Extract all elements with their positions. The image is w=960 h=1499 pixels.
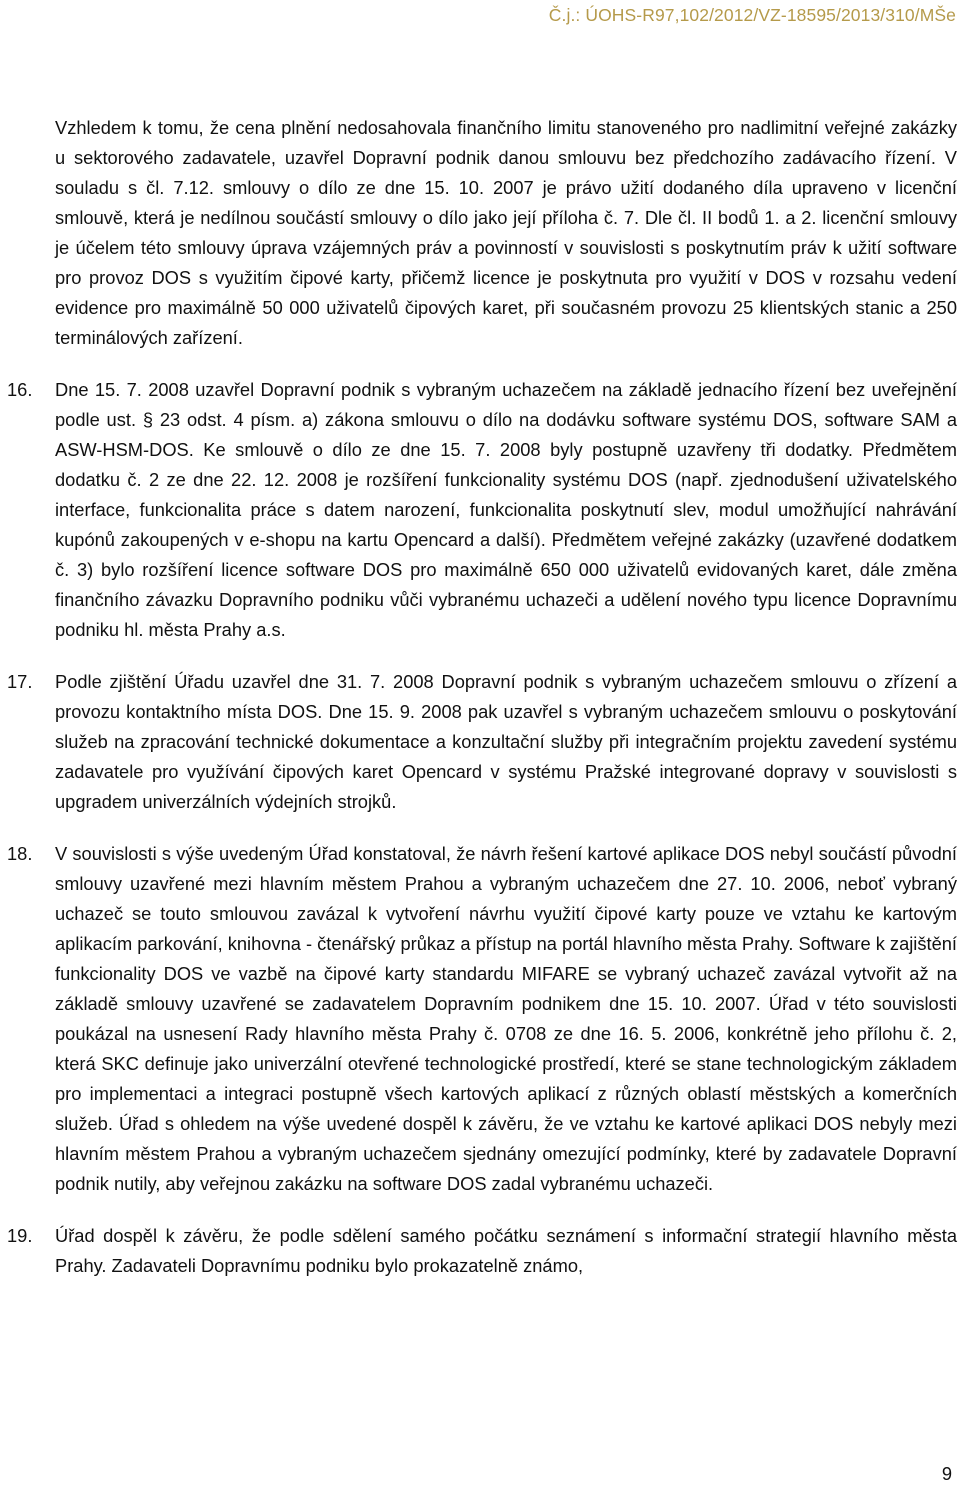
intro-paragraph: Vzhledem k tomu, že cena plnění nedosahovala finančního limitu stanoveného pro nadlimitní veřejné zakázky u sektorového zadavatele, uzavřel Dopravní podnik danou smlouvu bez předchozího zadávacího řízení. V souladu s čl. 7.12. smlouvy o dílo ze dne 15. 10. 2007 je právo užití dodaného díla upraveno v licenční smlouvě, která je nedílnou součástí smlouvy o dílo jako její příloha č. 7. Dle čl. II bodů 1. a 2. licenční smlouvy je účelem této smlouvy úprava vzájemných práv a povinností v souvislosti s poskytnutím práv k užití software pro provoz DOS s využitím čipové karty, přičemž licence je poskytnuta pro využití v DOS v rozsahu vedení evidence pro maximálně 50 000 uživatelů čipových karet, při současném provozu 25 klientských stanic a 250 terminálových zařízení.: [55, 117, 957, 348]
paragraph-text: Dne 15. 7. 2008 uzavřel Dopravní podnik s vybraným uchazečem na základě jednacího řízení bez uveřejnění podle ust. § 23 odst. 4 písm. a) zákona smlouvu o dílo na dodávku software systému DOS, software SAM a ASW-HSM-DOS. Ke smlouvě o dílo ze dne 15. 7. 2008 byly postupně uzavřeny tři dodatky. Předmětem dodatku č. 2 ze dne 22. 12. 2008 je rozšíření funkcionality systému DOS (např. zjednodušení uživatelského interface, funkcionalita práce s datem narození, funkcionalita poskytnutí slev, modul umožňující nahrávání kupónů zakoupených v e-shopu na kartu Opencard a další). Předmětem veřejné zakázky (uzavřené dodatkem č. 3) bylo rozšíření licence software DOS pro maximálně 650 000 uživatelů evidovaných karet, dále změna finančního závazku Dopravního podniku vůči vybranému uchazeči a udělení nového typu licence Dopravnímu podniku hl. města Prahy a.s.: [55, 379, 957, 640]
paragraph-text: Úřad dospěl k závěru, že podle sdělení samého počátku seznámení s informační strategií hlavního města Prahy. Zadavateli Dopravnímu podniku bylo prokazatelně známo,: [55, 1225, 957, 1276]
case-reference-header: Č.j.: ÚOHS-R97,102/2012/VZ-18595/2013/310/MŠe: [548, 5, 956, 25]
numbered-paragraph-18: [7, 839, 957, 1199]
document-body: [7, 113, 957, 1281]
numbered-paragraph-16: [7, 375, 957, 645]
paragraph-text: Podle zjištění Úřadu uzavřel dne 31. 7. 2008 Dopravní podnik s vybraným uchazečem smlouvu o zřízení a provozu kontaktního místa DOS. Dne 15. 9. 2008 pak uzavřel s vybraným uchazečem smlouvu o poskytování služeb na zpracování technické dokumentace a konzultační služby při integračním projektu zavedení systému zadavatele pro využívání čipových karet Opencard v systému Pražské integrované dopravy v souvislosti s upgradem univerzálních výdejních strojků.: [55, 671, 957, 812]
page-number: 9: [941, 1463, 952, 1484]
paragraph-text: V souvislosti s výše uvedeným Úřad konstatoval, že návrh řešení kartové aplikace DOS nebyl součástí původní smlouvy uzavřené mezi hlavním městem Prahou a vybraným uchazečem dne 27. 10. 2006, neboť vybraný uchazeč se touto smlouvou zavázal k vytvoření návrhu využití čipové karty pouze ve vztahu ke kartovým aplikacím parkování, knihovna - čtenářský průkaz a přístup na portál hlavního města Prahy. Software k zajištění funkcionality DOS ve vazbě na čipové karty standardu MIFARE se vybraný uchazeč zavázal vytvořit až na základě smlouvy uzavřené se zadavatelem Dopravním podnikem dne 15. 10. 2007. Úřad v této souvislosti poukázal na usnesení Rady hlavního města Prahy č. 0708 ze dne 16. 5. 2006, konkrétně jeho přílohu č. 2, která SKC definuje jako univerzální otevřené technologické prostředí, které se stane technologickým základem pro implementaci a integraci postupně všech kartových aplikací z různých oblastí městských a komerčních služeb. Úřad s ohledem na výše uvedené dospěl k závěru, že ve vztahu ke kartové aplikaci DOS nebyly mezi hlavním městem Prahou a vybraným uchazečem sjednány omezující podmínky, které by zadavatele Dopravní podnik nutily, aby veřejnou zakázku na software DOS zadal vybranému uchazeči.: [55, 843, 957, 1194]
paragraph-number: 16.: [7, 379, 33, 400]
numbered-paragraph-19: [7, 1221, 957, 1281]
paragraph-number: 19.: [7, 1225, 33, 1246]
paragraph-number: 17.: [7, 671, 33, 692]
paragraph-number: 18.: [7, 843, 33, 864]
numbered-paragraph-17: [7, 667, 957, 817]
